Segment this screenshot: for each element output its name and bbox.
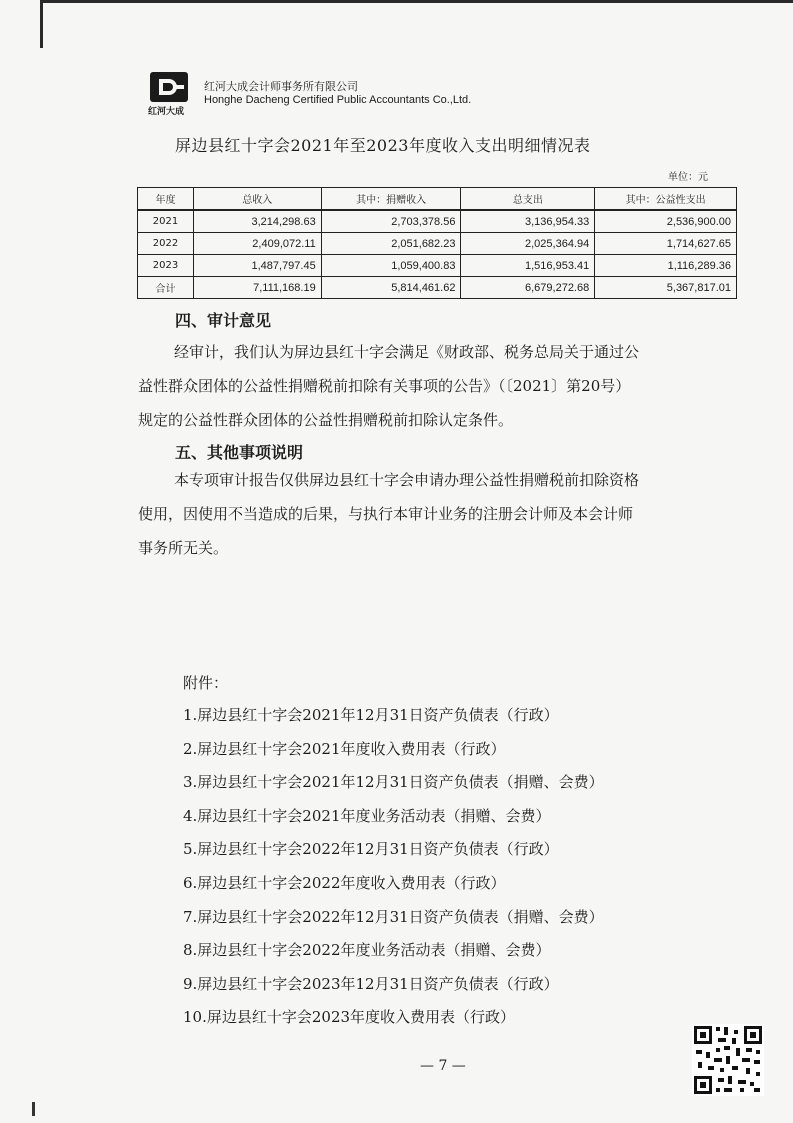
attachment-item: 8.屏边县红十字会2022年度业务活动表（捐赠、会费） [183, 941, 551, 960]
cell-total-income: 3,214,298.63 [193, 210, 321, 233]
table-row [138, 255, 737, 277]
attachments-list [183, 703, 604, 1039]
paragraph-line: 本专项审计报告仅供屏边县红十字会申请办理公益性捐赠税前扣除资格 [174, 471, 640, 489]
col-header-total-income: 总收入 [193, 188, 321, 211]
cell-donation-income: 2,703,378.56 [321, 210, 461, 233]
attachment-item: 10.屏边县红十字会2023年度收入费用表（行政） [183, 1008, 516, 1027]
audit-opinion-paragraph [138, 335, 738, 437]
cell-total-expense: 2,025,364.94 [461, 233, 595, 255]
section-title-audit-opinion: 四、审计意见 [175, 311, 272, 330]
cell-public-welfare-expense: 2,536,900.00 [595, 210, 737, 233]
paragraph-line: 事务所无关。 [138, 539, 229, 557]
cell-public-welfare-expense: 5,367,817.01 [595, 277, 737, 299]
page-edge-left [40, 0, 43, 48]
table-row [138, 210, 737, 233]
cell-total-income: 7,111,168.19 [193, 277, 321, 299]
col-header-total-expense: 总支出 [461, 188, 595, 211]
table-row [138, 233, 737, 255]
cell-year: 2023 [138, 255, 194, 277]
paragraph-line: 经审计，我们认为屏边县红十字会满足《财政部、税务总局关于通过公 [174, 343, 640, 361]
attachment-item: 2.屏边县红十字会2021年度收入费用表（行政） [183, 739, 506, 758]
attachment-item: 1.屏边县红十字会2021年12月31日资产负债表（行政） [183, 706, 559, 724]
attachment-item: 3.屏边县红十字会2021年12月31日资产负债表（捐赠、会费） [183, 773, 604, 792]
table-total-row [138, 277, 737, 299]
attachment-item: 4.屏边县红十字会2021年度业务活动表（捐赠、会费） [183, 806, 551, 825]
paragraph-line: 益性群众团体的公益性捐赠税前扣除有关事项的公告》（〔2021〕第20号） [138, 377, 631, 395]
cell-total-income: 2,409,072.11 [193, 233, 321, 255]
other-matters-paragraph [138, 463, 738, 565]
unit-label: 单位：元 [668, 172, 708, 183]
paragraph-line: 规定的公益性群众团体的公益性捐赠税前扣除认定条件。 [138, 411, 514, 429]
cell-donation-income: 2,051,682.23 [321, 233, 461, 255]
attachments-heading: 附件： [183, 674, 229, 692]
cell-total-expense: 3,136,954.33 [461, 210, 595, 233]
cell-donation-income: 5,814,461.62 [321, 277, 461, 299]
col-header-public-welfare-expense: 其中：公益性支出 [595, 188, 737, 211]
letterhead [148, 70, 628, 120]
cell-total-expense: 1,516,953.41 [461, 255, 595, 277]
company-name-cn: 红河大成会计师事务所有限公司 [204, 80, 358, 93]
logo-text: 红河大成 [148, 107, 185, 117]
table-header-row [138, 188, 737, 211]
cell-total-expense: 6,679,272.68 [461, 277, 595, 299]
cell-public-welfare-expense: 1,714,627.65 [595, 233, 737, 255]
cell-total-income: 1,487,797.45 [193, 255, 321, 277]
qr-code-icon [692, 1024, 764, 1096]
cell-total-label: 合计 [138, 277, 194, 299]
table-title: 屏边县红十字会2021年至2023年度收入支出明细情况表 [175, 136, 591, 155]
cell-public-welfare-expense: 1,116,289.36 [595, 255, 737, 277]
attachment-item: 6.屏边县红十字会2022年度收入费用表（行政） [183, 873, 506, 892]
cell-donation-income: 1,059,400.83 [321, 255, 461, 277]
cell-year: 2022 [138, 233, 194, 255]
col-header-donation-income: 其中：捐赠收入 [321, 188, 461, 211]
paragraph-line: 使用，因使用不当造成的后果，与执行本审计业务的注册会计师及本会计师 [138, 505, 634, 523]
attachment-item: 5.屏边县红十字会2022年12月31日资产负债表（行政） [183, 840, 559, 859]
company-name-en: Honghe Dacheng Certified Public Accountants Co.,Ltd. [204, 94, 472, 106]
page-edge-tick [32, 1102, 35, 1116]
col-header-year: 年度 [138, 188, 194, 211]
attachment-item: 7.屏边县红十字会2022年12月31日资产负债表（捐赠、会费） [183, 907, 604, 926]
income-expense-table [137, 187, 737, 299]
cell-year: 2021 [138, 210, 194, 233]
section-title-other-matters: 五、其他事项说明 [175, 443, 304, 462]
page-edge-top [40, 0, 793, 3]
page-number: — 7 — [420, 1058, 466, 1074]
attachment-item: 9.屏边县红十字会2023年12月31日资产负债表（行政） [183, 974, 559, 993]
